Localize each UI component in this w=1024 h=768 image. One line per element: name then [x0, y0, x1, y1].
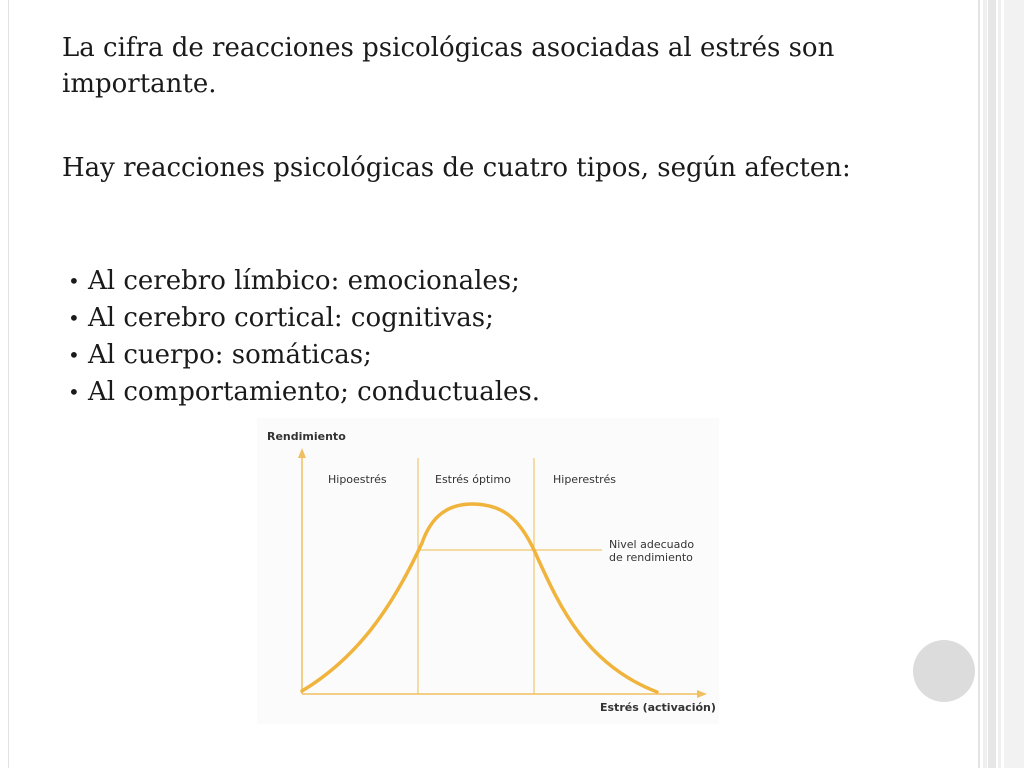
zone-label-hiperestres: Hiperestrés [553, 473, 616, 486]
threshold-label-line2: de rendimiento [609, 551, 693, 564]
list-item-text: Al cerebro cortical: cognitivas; [88, 303, 494, 333]
right-stripe [988, 0, 996, 768]
x-axis-label: Estrés (activación) [600, 701, 716, 714]
list-item [62, 263, 540, 300]
paragraph-stress-reactions: La cifra de reacciones psicológicas asociadas al estrés son importante. [62, 33, 835, 99]
right-stripe [998, 0, 1001, 768]
bullet-icon: • [68, 269, 80, 293]
list-item-text: Al cerebro límbico: emocionales; [88, 266, 520, 296]
right-stripe [983, 0, 987, 768]
decorative-circle [913, 640, 975, 702]
bullet-icon: • [68, 343, 80, 367]
list-item-text: Al cuerpo: somáticas; [88, 340, 372, 370]
zone-label-optimo: Estrés óptimo [435, 473, 511, 486]
stress-performance-diagram [257, 418, 719, 724]
diagram-svg [257, 418, 719, 724]
right-stripe [1004, 0, 1024, 768]
paragraph-reaction-types: Hay reacciones psicológicas de cuatro tipos, según afecten: [62, 153, 851, 183]
list-item [62, 300, 540, 337]
zone-label-hipoestres: Hipoestrés [328, 473, 387, 486]
list-item-text: Al comportamiento; conductuales. [88, 377, 541, 407]
right-stripe [978, 0, 980, 768]
y-axis-label: Rendimiento [267, 430, 346, 443]
bullet-icon: • [68, 380, 80, 404]
list-item [62, 337, 540, 374]
left-border-line [8, 0, 9, 768]
reaction-types-list [62, 263, 540, 411]
bullet-icon: • [68, 306, 80, 330]
performance-curve [302, 504, 657, 692]
list-item [62, 374, 540, 411]
threshold-label-line1: Nivel adecuado [609, 538, 695, 551]
x-axis-arrow-icon [697, 690, 707, 698]
y-axis-arrow-icon [298, 448, 306, 458]
